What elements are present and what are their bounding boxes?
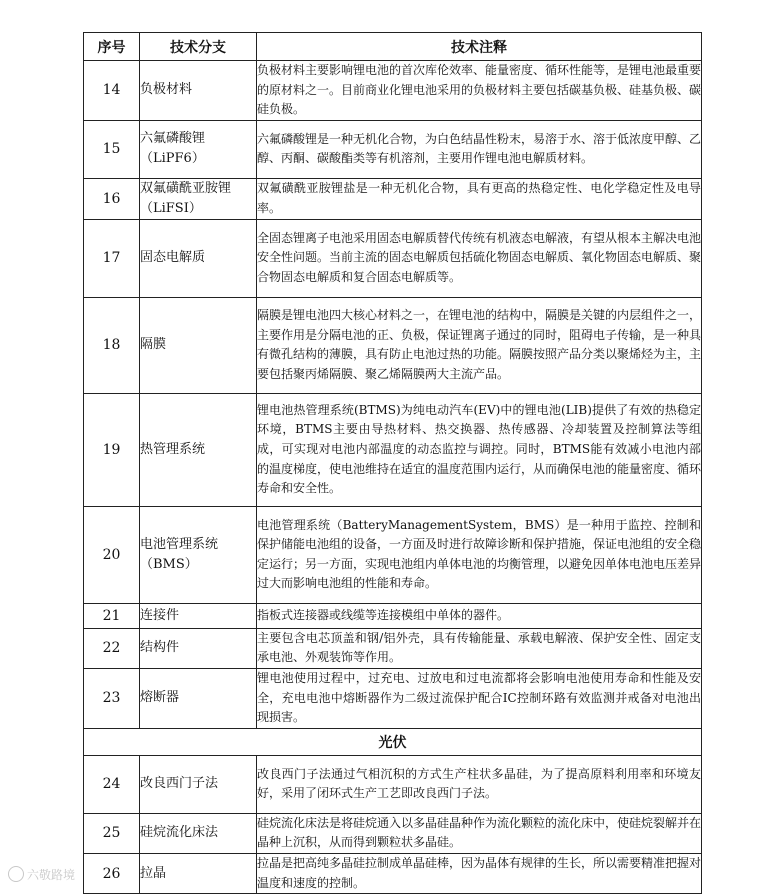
row-branch: 拉晶 xyxy=(140,853,257,893)
row-index: 16 xyxy=(84,178,140,219)
row-branch: 硅烷流化床法 xyxy=(140,813,257,853)
table-row xyxy=(84,813,702,853)
section-row xyxy=(84,728,702,755)
row-branch: 连接件 xyxy=(140,603,257,628)
row-branch: 隔膜 xyxy=(140,297,257,393)
row-index: 23 xyxy=(84,668,140,728)
row-index: 18 xyxy=(84,297,140,393)
row-index: 19 xyxy=(84,393,140,506)
row-branch: 六氟磷酸锂（LiPF6） xyxy=(140,120,257,178)
table-row xyxy=(84,297,702,393)
table-row xyxy=(84,668,702,728)
row-note: 锂电池使用过程中，过充电、过放电和过电流都将会影响电池使用寿命和性能及安全，充电电池中熔断器作为二级过流保护配合IC控制环路有效监测并戒备对电池出现损害。 xyxy=(257,668,702,728)
table-row xyxy=(84,853,702,893)
row-branch: 热管理系统 xyxy=(140,393,257,506)
header-note: 技术注释 xyxy=(257,33,702,61)
row-index: 17 xyxy=(84,219,140,297)
row-index: 22 xyxy=(84,628,140,668)
row-index: 25 xyxy=(84,813,140,853)
table-row xyxy=(84,506,702,603)
row-note: 指板式连接器或线缆等连接模组中单体的器件。 xyxy=(257,603,702,628)
table-row xyxy=(84,178,702,219)
tech-table xyxy=(83,32,702,894)
row-note: 全固态锂离子电池采用固态电解质替代传统有机液态电解液，有望从根本主解决电池安全性问题。当前主流的固态电解质包括硫化物固态电解质、氧化物固态电解质、聚合物固态电解质和复合固态电解质等。 xyxy=(257,219,702,297)
table-row xyxy=(84,61,702,121)
row-index: 14 xyxy=(84,61,140,121)
table-row xyxy=(84,393,702,506)
header-branch: 技术分支 xyxy=(140,33,257,61)
watermark-text: 六敬路境 xyxy=(27,868,76,882)
table-header-row xyxy=(84,33,702,61)
row-note: 六氟磷酸锂是一种无机化合物，为白色结晶性粉末，易溶于水、溶于低浓度甲醇、乙醇、丙酮、碳酸酯类等有机溶剂，主要用作锂电池电解质材料。 xyxy=(257,120,702,178)
table-row xyxy=(84,755,702,813)
row-index: 24 xyxy=(84,755,140,813)
row-note: 锂电池热管理系统(BTMS)为纯电动汽车(EV)中的锂电池(LIB)提供了有效的热稳定环境，BTMS主要由导热材料、热交换器、热传感器、冷却装置及控制算法等组成，可实现对电池内部温度的动态监控与调控。同时，BTMS能有效减小电池内部的温度梯度，使电池维持在适宜的温度范围内运行，从而确保电池的能量密度、循环寿命和安全性。 xyxy=(257,393,702,506)
row-note: 双氟磺酰亚胺锂盐是一种无机化合物，具有更高的热稳定性、电化学稳定性及电导率。 xyxy=(257,178,702,219)
row-index: 15 xyxy=(84,120,140,178)
table-row xyxy=(84,628,702,668)
table-row xyxy=(84,603,702,628)
row-note: 隔膜是锂电池四大核心材料之一，在锂电池的结构中，隔膜是关键的内层组件之一，主要作用是分隔电池的正、负极，保证锂离子通过的同时，阻碍电子传输，是一种具有微孔结构的薄膜，具有防止电池过热的功能。隔膜按照产品分类以聚烯烃为主，主要包括聚丙烯隔膜、聚乙烯隔膜两大主流产品。 xyxy=(257,297,702,393)
row-index: 26 xyxy=(84,853,140,893)
row-branch: 负极材料 xyxy=(140,61,257,121)
row-note: 拉晶是把高纯多晶硅拉制成单晶硅棒，因为晶体有规律的生长，所以需要精准把握对温度和速度的控制。 xyxy=(257,853,702,893)
row-index: 20 xyxy=(84,506,140,603)
table-row xyxy=(84,120,702,178)
row-note: 硅烷流化床法是将硅烷通入以多晶硅晶种作为流化颗粒的流化床中，使硅烷裂解并在晶种上沉积，从而得到颗粒状多晶硅。 xyxy=(257,813,702,853)
row-branch: 熔断器 xyxy=(140,668,257,728)
row-index: 21 xyxy=(84,603,140,628)
row-branch: 双氟磺酰亚胺锂（LiFSI） xyxy=(140,178,257,219)
watermark-logo-icon xyxy=(8,866,24,882)
row-note: 改良西门子法通过气相沉积的方式生产柱状多晶硅，为了提高原料利用率和环境友好，采用了闭环式生产工艺即改良西门子法。 xyxy=(257,755,702,813)
row-note: 主要包含电芯顶盖和钢/铝外壳，具有传输能量、承载电解液、保护安全性、固定支承电池、外观装饰等作用。 xyxy=(257,628,702,668)
row-branch: 电池管理系统（BMS） xyxy=(140,506,257,603)
watermark xyxy=(8,866,75,883)
section-title: 光伏 xyxy=(84,728,702,755)
header-index: 序号 xyxy=(84,33,140,61)
row-note: 电池管理系统（BatteryManagementSystem，BMS）是一种用于监控、控制和保护储能电池组的设备，一方面及时进行故障诊断和保护措施，保证电池组的安全稳定运行；另一方面，实现电池组内单体电池的均衡管理，以避免因单体电池电压差异过大而影响电池组的性能和寿命。 xyxy=(257,506,702,603)
row-branch: 改良西门子法 xyxy=(140,755,257,813)
row-branch: 结构件 xyxy=(140,628,257,668)
row-branch: 固态电解质 xyxy=(140,219,257,297)
row-note: 负极材料主要影响锂电池的首次库伦效率、能量密度、循环性能等，是锂电池最重要的原材料之一。目前商业化锂电池采用的负极材料主要包括碳基负极、硅基负极、碳硅负极。 xyxy=(257,61,702,121)
table-row xyxy=(84,219,702,297)
